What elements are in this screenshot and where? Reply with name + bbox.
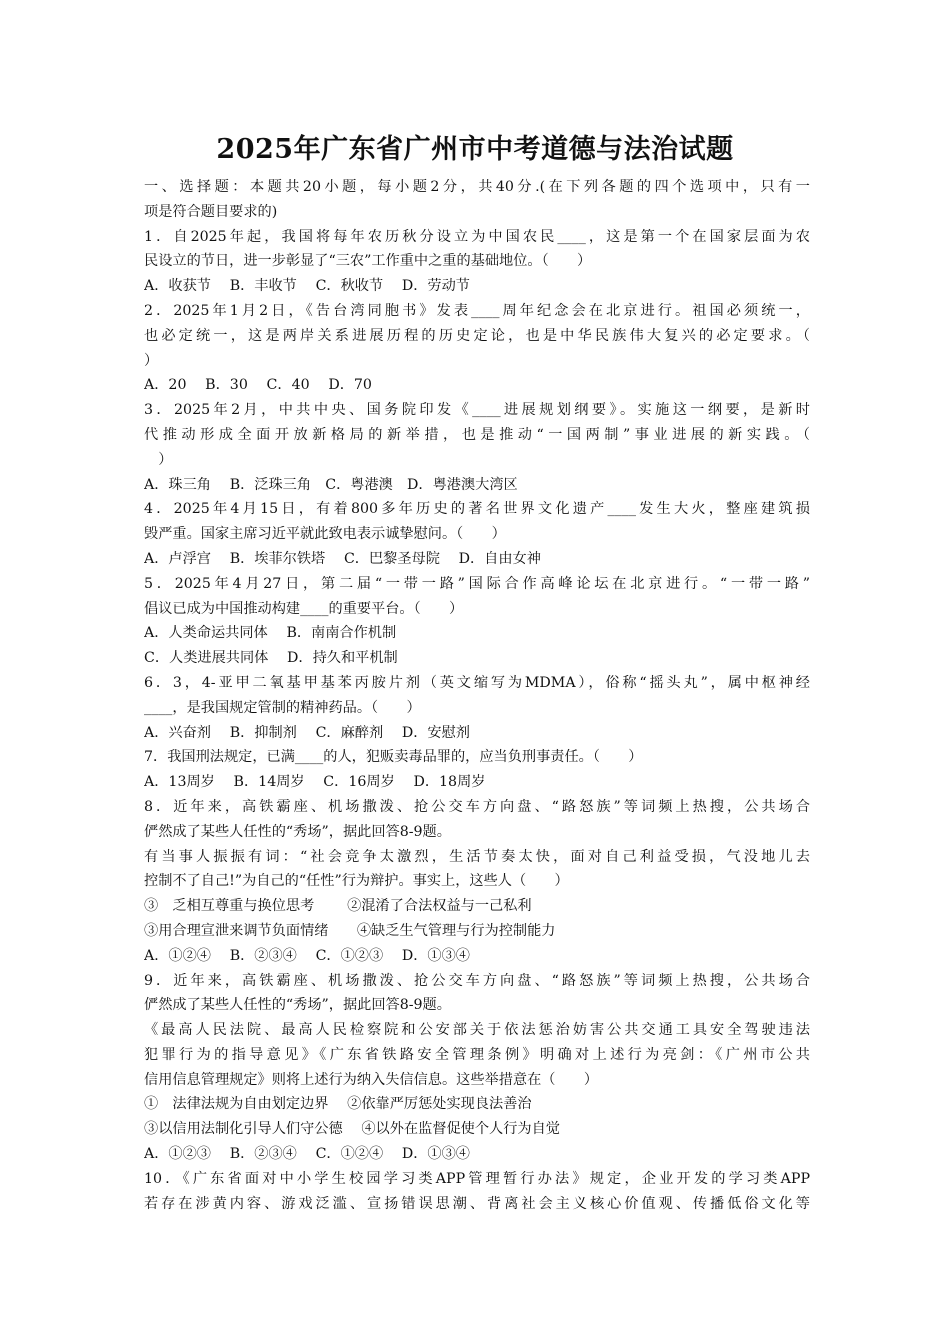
text-line: 一、选择题：本题共20小题，每小题2分，共40分.(在下列各题的四个选项中，只有一 — [144, 179, 810, 195]
text-line: A．卢浮宫 B．埃菲尔铁塔 C．巴黎圣母院 D．自由女神 — [144, 550, 541, 567]
text-line: ） — [144, 451, 173, 468]
text-line: A．①②③ B．②③④ C．①②④ D．①③④ — [144, 1146, 470, 1163]
text-line: ③以信用法制化引导人们守公德 ④以外在监督促使个人行为自觉 — [144, 1121, 560, 1138]
text-line: 犯罪行为的指导意见》《广东省铁路安全管理条例》明确对上述行为亮剑：《广州市公共 — [144, 1046, 810, 1063]
text-line: 信用信息管理规定》则将上述行为纳入失信信息。这些举措意在（ ） — [144, 1071, 599, 1088]
text-line: ① 法律法规为自由划定边界 ②依靠严厉惩处实现良法善治 — [144, 1096, 532, 1113]
text-line: 俨然成了某些人任性的“秀场”，据此回答8-9题。 — [144, 823, 451, 840]
text-line: ③用合理宣泄来调节负面情绪 ④缺乏生气管理与行为控制能力 — [144, 922, 556, 939]
text-line: 10．《广东省面对中小学生校园学习类APP管理暂行办法》规定，企业开发的学习类APP — [144, 1170, 810, 1187]
text-line: 毁严重。国家主席习近平就此致电表示诚挚慰问。（ ） — [144, 526, 506, 543]
text-line: 8．近年来，高铁霸座、机场撒泼、抢公交车方向盘、“路怒族”等词频上热搜，公共场合 — [144, 798, 810, 815]
exam-body — [144, 175, 810, 1216]
text-line: 5．2025年4月27日，第二届“一带一路”国际合作高峰论坛在北京进行。“一带一路” — [144, 575, 810, 592]
text-line: 倡议已成为中国推动构建____的重要平台。（ ） — [144, 600, 464, 617]
text-line: 《最高人民法院、最高人民检察院和公安部关于依法惩治妨害公共交通工具安全驾驶违法 — [144, 1022, 810, 1039]
text-line: 项是符合题目要求的) — [144, 203, 278, 220]
text-line: 4．2025年4月15日，有着800多年历史的著名世界文化遗产____发生大火，整座建筑损 — [144, 501, 810, 518]
text-line: 1．自2025年起，我国将每年农历秋分设立为中国农民____，这是第一个在国家层面为农 — [144, 228, 810, 245]
text-line: 也必定统一，这是两岸关系进展历程的历史定论，也是中华民族伟大复兴的必定要求。（ — [144, 327, 810, 344]
text-line: 控制不了自己!”为自己的“任性”行为辩护。事实上，这些人（ ） — [144, 873, 569, 890]
text-line: 2．2025年1月2日，《告台湾同胞书》发表____周年纪念会在北京进行。祖国必须统一， — [144, 302, 810, 319]
text-line: A．13周岁 B．14周岁 C．16周岁 D．18周岁 — [144, 774, 486, 791]
text-line: 6．3，4-亚甲二氧基甲基苯丙胺片剂（英文缩写为MDMA），俗称“摇头丸”，属中枢神经 — [144, 674, 810, 691]
text-line: A．①②④ B．②③④ C．①②③ D．①③④ — [144, 947, 470, 964]
text-line: A．收获节 B．丰收节 C．秋收节 D．劳动节 — [144, 278, 470, 295]
page-title: 2025年广东省广州市中考道德与法治试题 — [216, 134, 734, 165]
text-line: ） — [144, 352, 159, 369]
text-line: 民设立的节日，进一步彰显了“三农”工作重中之重的基础地位。（ ） — [144, 253, 592, 270]
text-line: 代推动形成全面开放新格局的新举措，也是推动“一国两制”事业进展的新实践。（ — [144, 426, 810, 443]
text-line: A．珠三角 B．泛珠三角 C．粤港澳 D．粤港澳大湾区 — [144, 476, 518, 493]
text-line: A．20 B．30 C．40 D．70 — [144, 377, 372, 394]
text-line: 3．2025年2月，中共中央、国务院印发《____进展规划纲要》。实施这一纲要，是新时 — [144, 402, 810, 419]
text-line: 9．近年来，高铁霸座、机场撒泼、抢公交车方向盘、“路怒族”等词频上热搜，公共场合 — [144, 972, 810, 989]
text-line: 若存在涉黄内容、游戏泛滥、宣扬错误思潮、背离社会主义核心价值观、传播低俗文化等 — [144, 1195, 810, 1212]
text-line: A．人类命运共同体 B．南南合作机制 — [144, 625, 397, 642]
text-line: A．兴奋剂 B．抑制剂 C．麻醉剂 D．安慰剂 — [144, 724, 470, 741]
text-line: ③ 乏相互尊重与换位思考 ②混淆了合法权益与一己私利 — [144, 898, 532, 915]
text-line: 有当事人振振有词：“社会竞争太激烈，生活节奏太快，面对自己利益受损，气没地儿去 — [144, 848, 810, 865]
text-line: C．人类进展共同体 D．持久和平机制 — [144, 650, 398, 667]
text-line: 7．我国刑法规定，已满____的人，犯贩卖毒品罪的，应当负刑事责任。（ ） — [144, 749, 643, 766]
text-line: ____，是我国规定管制的精神药品。（ ） — [144, 699, 421, 716]
text-line: 俨然成了某些人任性的“秀场”，据此回答8-9题。 — [144, 997, 451, 1014]
